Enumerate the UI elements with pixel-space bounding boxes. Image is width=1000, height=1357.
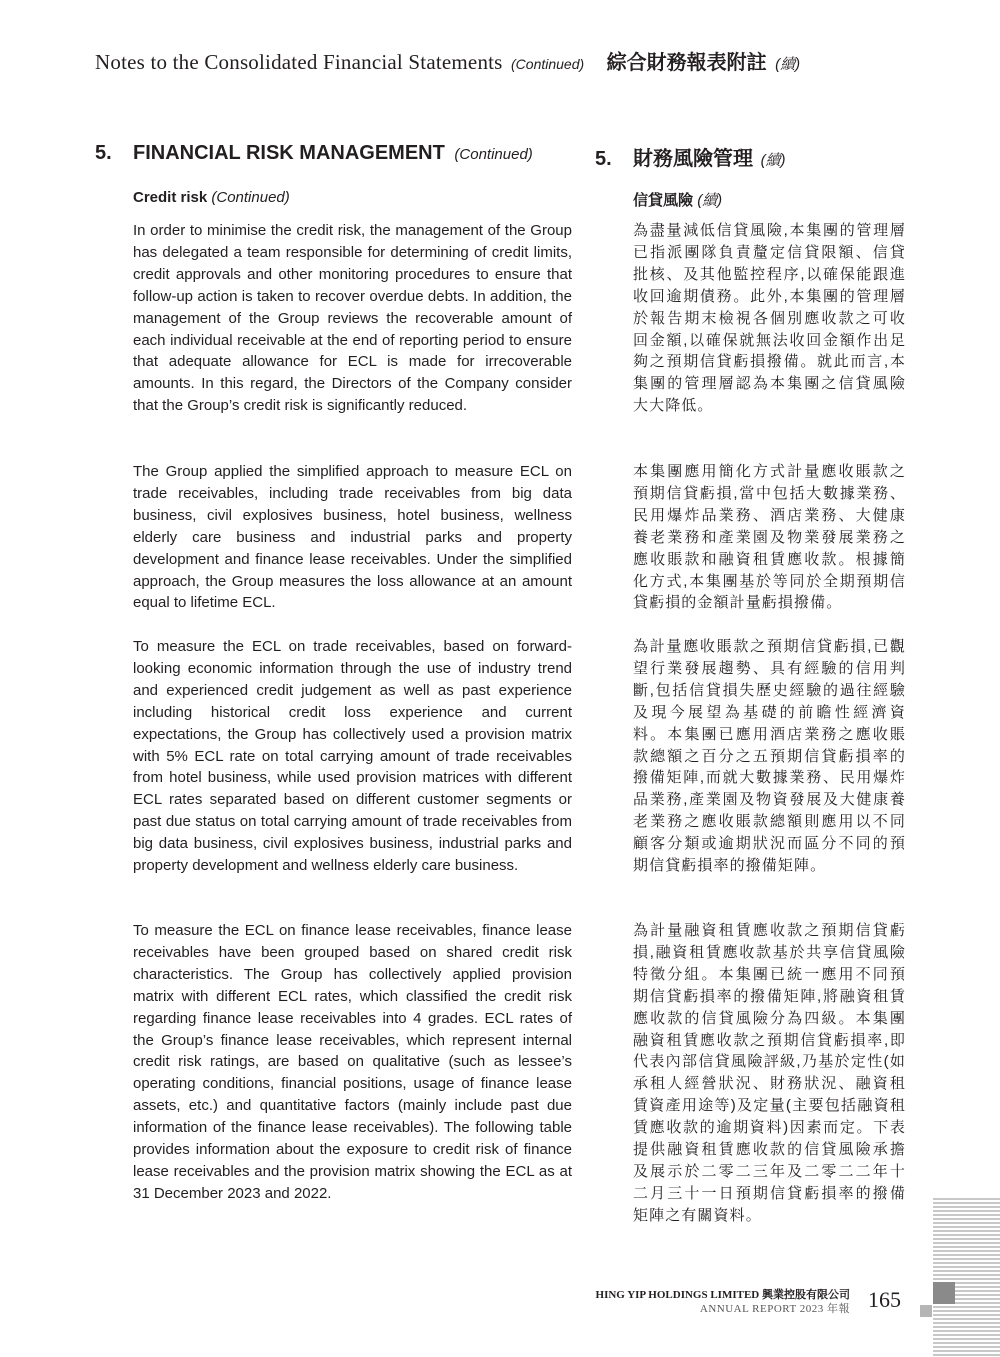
section-heading-zh — [595, 142, 786, 171]
section-continued-en: (Continued) — [454, 146, 533, 163]
paragraph-en-2: The Group applied the simplified approach to measure ECL on trade receivables, including trade receivables from big data business, civil explosives business, hotel business, wellness elderly care business and industrial parks and property development and finance lease receivables. Under the simplified approach, the Group measures the loss allowance at an amount equal to lifetime ECL. — [133, 463, 572, 612]
paragraph-zh-1: 為盡量減低信貸風險,本集團的管理層已指派團隊負責釐定信貸限額、信貸批核、及其他監控程序,以確保能跟進收回逾期債務。此外,本集團的管理層於報告期末檢視各個別應收款之可收回金額,以確保就無法收回金額作出足夠之預期信貸虧損撥備。就此而言,本集團的管理層認為本集團之信貸風險大大降低。 — [633, 222, 906, 415]
section-title-zh: 財務風險管理 — [633, 148, 753, 170]
footer-company: HING YIP HOLDINGS LIMITED 興業控股有限公司 — [595, 1289, 850, 1301]
subsection-continued-en: (Continued) — [211, 189, 290, 206]
decorative-square-dark — [933, 1282, 955, 1304]
header-title-en: Notes to the Consolidated Financial Statements — [95, 50, 503, 74]
subsection-title-zh: 信貸風險 — [633, 192, 694, 209]
section-heading-en — [95, 142, 533, 165]
section-number-zh: 5. — [595, 148, 612, 170]
footer-annual-report: ANNUAL REPORT 2023 年報 — [699, 1303, 850, 1315]
section-number-en: 5. — [95, 142, 112, 164]
header-continued-en: (Continued) — [511, 56, 585, 72]
paragraph-en-4: To measure the ECL on finance lease receivables, finance lease receivables have been grouped based on shared credit risk characteristics. The Group has collectively applied provision matrix with different ECL rates, which classified the credit risk regarding finance lease receivables into 4 grades. ECL rates of the Group’s finance lease receivables, which represent internal credit risk ratings, are based on qualitative (such as lessee’s operating conditions, financial positions, usage of finance lease assets, etc.) and quantitative factors (mainly include past due information of the finance lease receivables). The following table provides information about the exposure to credit risk of finance lease receivables and the provision matrix showing the ECL as at 31 December 2023 and 2022. — [133, 922, 572, 1202]
paragraph-zh-4: 為計量融資租賃應收款之預期信貸虧損,融資租賃應收款基於共享信貸風險特徵分組。本集團已統一應用不同預期信貸虧損率的撥備矩陣,將融資租賃應收款的信貸風險分為四級。本集團融資租賃應收款之預期信貸虧損率,即代表內部信貸風險評級,乃基於定性(如承租人經營狀況、財務狀況、融資租賃資產用途等)及定量(主要包括融資租賃應收款的逾期資料)因素而定。下表提供融資租賃應收款的信貸風險承擔及展示於二零二三年及二零二二年十二月三十一日預期信貸虧損率的撥備矩陣之有關資料。 — [633, 922, 906, 1224]
running-header — [95, 46, 800, 75]
header-continued-zh: (續) — [775, 56, 801, 73]
subsection-continued-zh: (續) — [697, 192, 723, 209]
subsection-title-en: Credit risk — [133, 189, 208, 206]
paragraph-zh-2: 本集團應用簡化方式計量應收賬款之預期信貸虧損,當中包括大數據業務、民用爆炸品業務、酒店業務、大健康養老業務和產業園及物業發展業務之應收賬款和融資租賃應收款。根據簡化方式,本集團基於等同於全期預期信貸虧損的金額計量虧損撥備。 — [633, 463, 906, 612]
decorative-stripes — [933, 1198, 1000, 1357]
subsection-heading-en — [133, 189, 290, 206]
subsection-heading-zh — [633, 189, 722, 210]
section-continued-zh: (續) — [760, 152, 786, 169]
paragraph-en-1: In order to minimise the credit risk, the management of the Group has delegated a team responsible for determining of credit limits, credit approvals and other monitoring procedures to ensure that follow-up action is taken to recover overdue debts. In addition, the management of the Group reviews the recoverable amount of each individual receivable at the end of reporting period to ensure that adequate allowance for ECL is made for irrecoverable amounts. In this regard, the Directors of the Company consider that the Group’s credit risk is significantly reduced. — [133, 222, 572, 415]
page-number: 165 — [868, 1287, 901, 1312]
paragraph-en-3: To measure the ECL on trade receivables, based on forward-looking economic information through the use of industry trend and experienced credit judgement as well as past experience including historical credit loss experience and current expectations, the Group has collectively used a provision matrix with 5% ECL rate on total carrying amount of trade receivables from hotel business, while used provision matrices with different ECL rates separated based on different customer segments or past due status on total carrying amount of trade receivables from big data business, civil explosives business, industrial parks and property development and wellness elderly care business. — [133, 638, 572, 875]
header-title-zh: 綜合財務報表附註 — [606, 50, 767, 74]
section-title-en: FINANCIAL RISK MANAGEMENT — [133, 142, 445, 164]
paragraph-zh-3: 為計量應收賬款之預期信貸虧損,已觀望行業發展趨勢、具有經驗的信用判斷,包括信貸損失歷史經驗的過往經驗及現今展望為基礎的前瞻性經濟資料。本集團已應用酒店業務之應收賬款總額之百分之五預期信貸虧損率的撥備矩陣,而就大數據業務、民用爆炸品業務,產業園及物資發展及大健康養老業務之應收賬款總額則應用以不同顧客分類或逾期狀況而區分不同的預期信貸虧損率的撥備矩陣。 — [633, 638, 906, 875]
decorative-square-light — [920, 1305, 932, 1317]
